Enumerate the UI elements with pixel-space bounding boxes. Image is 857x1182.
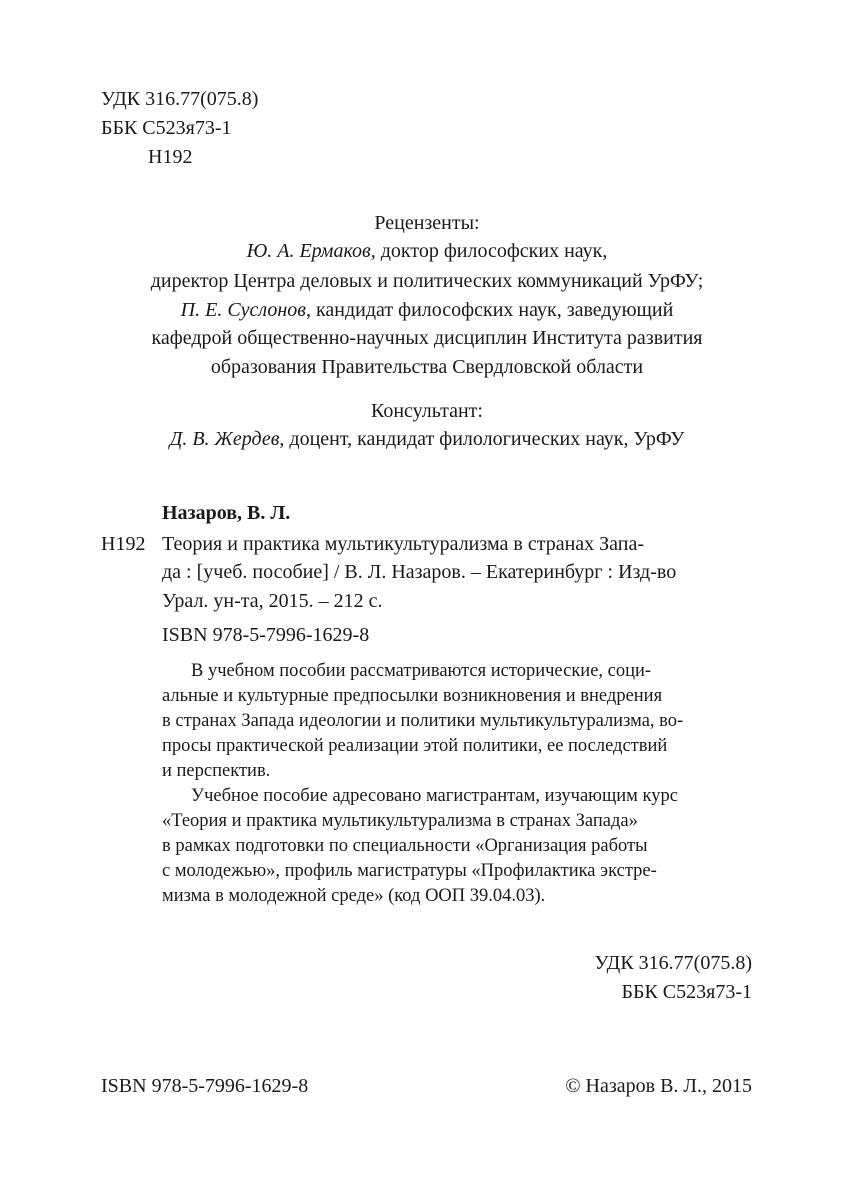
bib-line-1: Теория и практика мультикультурализма в странах Запа- xyxy=(162,533,645,555)
abstract-line: в странах Запада идеологии и политики мультикультурализма, во- xyxy=(162,711,684,731)
bib-isbn: ISBN 978-5-7996-1629-8 xyxy=(162,624,370,646)
footer-isbn: ISBN 978-5-7996-1629-8 xyxy=(101,1075,309,1097)
reviewer-2-line2: кафедрой общественно-научных дисциплин Института развития xyxy=(151,327,703,349)
bib-author: Назаров, В. Л. xyxy=(162,502,291,524)
reviewer-2-line3: образования Правительства Свердловской области xyxy=(210,356,644,378)
abstract-line: альные и культурные предпосылки возникновения и внедрения xyxy=(162,686,663,706)
abstract-line: в рамках подготовки по специальности «Организация работы xyxy=(162,836,648,856)
abstract-line: мизма в молодежной среде» (код ООП 39.04.03). xyxy=(162,886,546,906)
abstract-line: и перспектив. xyxy=(162,761,271,781)
bib-line-3: Урал. ун-та, 2015. – 212 с. xyxy=(162,590,383,612)
consultant-heading: Консультант: xyxy=(371,400,483,422)
consultant-name: Д. В. Жердев xyxy=(169,428,280,450)
reviewer-1 xyxy=(101,238,753,264)
reviewer-1-position: директор Центра деловых и политических коммуникаций УрФУ; xyxy=(150,270,704,292)
abstract-line: просы практической реализации этой политики, ее последствий xyxy=(162,736,668,756)
udk-code: УДК 316.77(075.8) xyxy=(101,88,259,110)
abstract-line: Учебное пособие адресовано магистрантам, изучающим курс xyxy=(191,786,678,806)
copyright-notice: © Назаров В. Л., 2015 xyxy=(565,1075,752,1097)
reviewers-heading: Рецензенты: xyxy=(374,212,480,234)
abstract-line: с молодежью», профиль магистратуры «Профилактика экстре- xyxy=(162,861,657,881)
consultant xyxy=(101,426,753,452)
abstract-line: В учебном пособии рассматриваются исторические, соци- xyxy=(191,661,652,681)
reviewer-2 xyxy=(101,297,753,323)
reviewer-2-name: П. Е. Суслонов xyxy=(180,299,306,321)
bib-mark: Н192 xyxy=(101,533,146,555)
footer-bbk-code: ББК С523я73-1 xyxy=(621,981,752,1003)
reviewer-1-desc: , доктор философских наук, xyxy=(370,240,608,262)
abstract-line: «Теория и практика мультикультурализма в странах Запада» xyxy=(162,811,638,831)
bbk-code: ББК С523я73-1 xyxy=(101,117,232,139)
footer-udk-code: УДК 316.77(075.8) xyxy=(594,952,752,974)
bib-line-2: да : [учеб. пособие] / В. Л. Назаров. – Екатеринбург : Изд-во xyxy=(162,561,677,583)
consultant-desc: , доцент, кандидат филологических наук, УрФУ xyxy=(279,428,685,450)
author-mark: Н192 xyxy=(148,146,193,168)
reviewer-1-name: Ю. А. Ермаков xyxy=(246,240,371,262)
reviewer-2-desc: , кандидат философских наук, заведующий xyxy=(305,299,674,321)
